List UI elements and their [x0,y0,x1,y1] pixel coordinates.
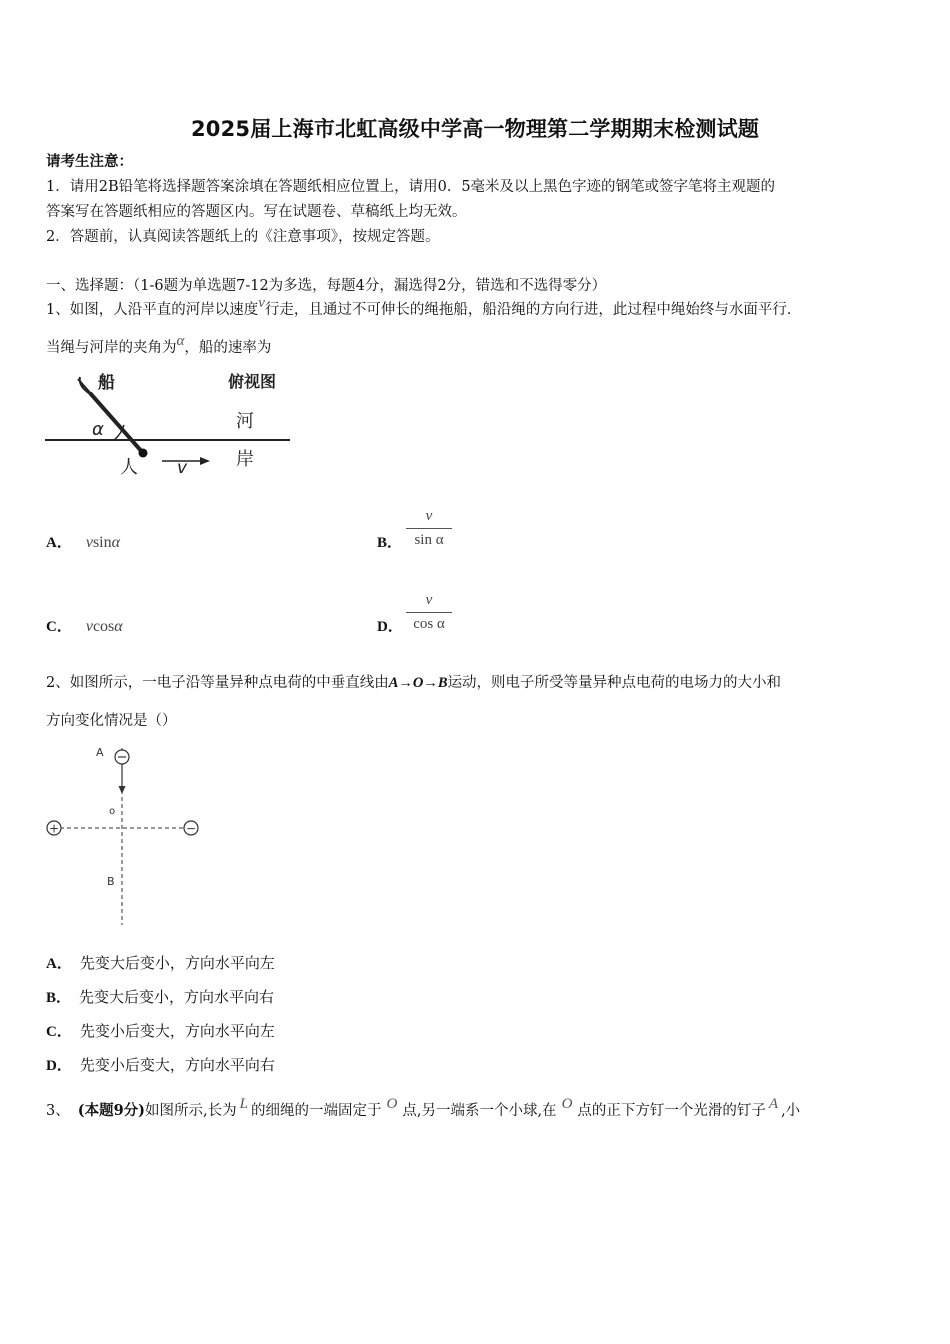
q1-option-d-fraction: v cos α [406,591,452,633]
figure-point-b-label: B [107,875,115,888]
figure-v-label: v [177,458,188,478]
notice-line-1b: 答案写在答题纸相应的答题区内。写在试题卷、草稿纸上均无效。 [46,204,467,220]
question-1-line-1: 1、如图，人沿平直的河岸以速度v行走，且通过不可伸长的绳拖船，船沿绳的方向行进，此过程中绳始终与水面平行． [46,295,802,318]
figure-boat-label: 船 [98,373,115,393]
section-heading: 一、选择题：（1-6题为单选题7-12为多选，每题4分，漏选得2分，错选和不选得零分） [46,278,607,294]
question-1-figure [40,365,300,485]
question-1-line-2: 当绳与河岸的夹角为α，船的速率为 [46,333,272,356]
q1-option-b[interactable]: B． [377,535,403,551]
q1-option-c[interactable]: C． vcosα [46,618,123,635]
figure-bank-label: 岸 [236,449,254,470]
q1-option-a[interactable]: A． vsinα [46,534,121,551]
figure-river-label: 河 [236,411,254,432]
q2-option-d[interactable]: D． 先变小后变大，方向水平向右 [46,1056,275,1074]
svg-text:−: − [185,821,197,836]
figure-top-view-label: 俯视图 [228,372,277,391]
notice-line-2: 2．答题前，认真阅读答题纸上的《注意事项》，按规定答题。 [46,229,440,245]
question-2-line-1: 2、如图所示，一电子沿等量异种点电荷的中垂直线由A→O→B运动，则电子所受等量异种点电荷的电场力的大小和 [46,675,782,691]
notice-heading: 请考生注意： [46,153,133,170]
figure-alpha-label: α [92,419,104,440]
figure-point-a-label: A [96,746,104,759]
question-3-line-1: 3、 (本题9分)如图所示,长为 L 的细绳的一端固定于 O 点,另一端系一个小球,在 O 点的正下方钉一个光滑的钉子 A ,小 [46,1096,801,1119]
figure-point-o-label: o [109,806,116,817]
page-title: 2025届上海市北虹高级中学高一物理第二学期期末检测试题 [190,117,760,141]
question-2-line-2: 方向变化情况是（） [46,713,177,729]
svg-text:+: + [48,821,60,836]
figure-person-label: 人 [120,457,138,478]
notice-line-1: 1．请用2B铅笔将选择题答案涂填在答题纸相应位置上，请用0．5毫米及以上黑色字迹的钢笔或签字笔将主观题的 [46,179,776,195]
q2-option-a[interactable]: A． 先变大后变小，方向水平向左 [46,954,275,972]
q1-option-b-fraction: v sin α [406,507,452,549]
q1-option-d[interactable]: D． [377,619,403,635]
q2-option-b[interactable]: B． 先变大后变小，方向水平向右 [46,988,275,1006]
q2-option-c[interactable]: C． 先变小后变大，方向水平向左 [46,1022,275,1040]
question-2-figure [40,740,210,930]
